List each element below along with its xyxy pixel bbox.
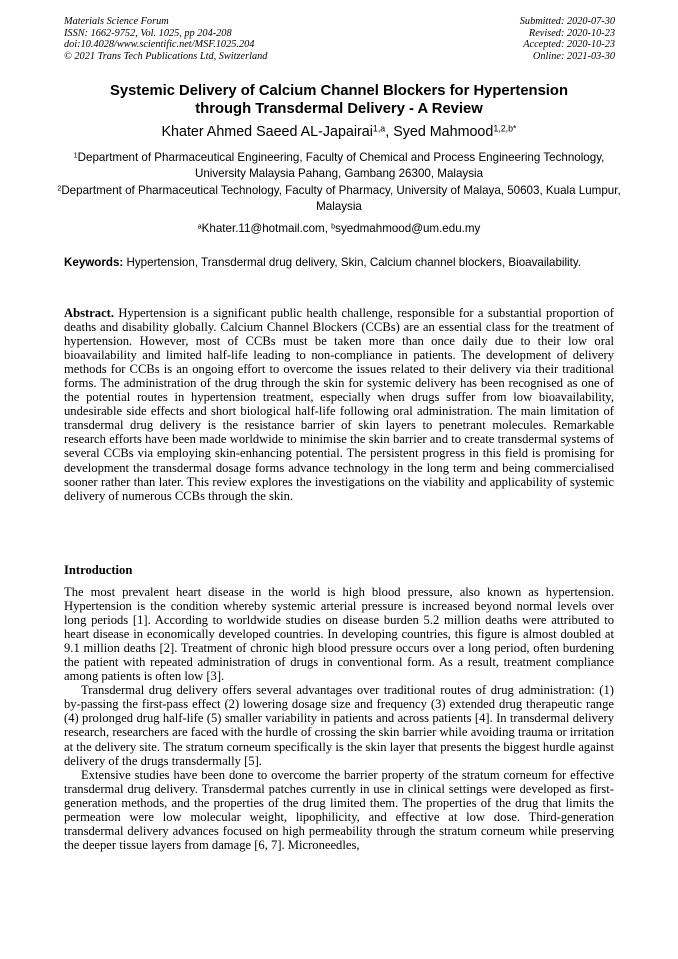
email-b-mark: b bbox=[331, 221, 336, 231]
journal-name: Materials Science Forum bbox=[64, 16, 169, 27]
keywords-text: Hypertension, Transdermal drug delivery, Skin, Calcium channel blockers, Bioavailability. bbox=[123, 256, 582, 269]
abstract-label: Abstract. bbox=[64, 306, 115, 320]
affiliation-2-text: Department of Pharmaceutical Technology, Faculty of Pharmacy, University of Malaya, 50603, Kuala Lumpur, Malaysia bbox=[61, 184, 621, 213]
journal-info bbox=[64, 16, 267, 62]
accepted-date: Accepted: 2020-10-23 bbox=[523, 39, 615, 51]
title-line-2: through Transdermal Delivery - A Review bbox=[195, 101, 483, 117]
section-heading-introduction: Introduction bbox=[64, 563, 133, 577]
email-b: syedmahmood@um.edu.my bbox=[335, 222, 481, 235]
journal-doi: doi:10.4028/www.scientific.net/MSF.1025.204 bbox=[64, 39, 255, 51]
author-list bbox=[40, 123, 638, 141]
intro-paragraph-2: Transdermal drug delivery offers several advantages over traditional routes of drug administration: (1) by-passing the first-pass effect (2) lowering dosage size and frequency (3) extended drug therapeutic range (4) prolonged drug half-life (5) smaller variability in patients and across patients [4]. In transdermal delivery research, researchers are faced with the hurdle of crossing the skin barrier while avoiding trauma or irritation at the delivery site. The stratum corneum specifically is the skin layer that presents the biggest hurdle against delivery of the drugs transdermally [5]. bbox=[64, 683, 614, 768]
submitted-date: Submitted: 2020-07-30 bbox=[519, 16, 615, 27]
author-separator: , bbox=[385, 124, 394, 140]
email-a: Khater.11@hotmail.com, bbox=[201, 222, 332, 235]
author-1-affiliation-mark: 1,a bbox=[372, 123, 386, 134]
title-line-1: Systemic Delivery of Calcium Channel Blockers for Hypertension bbox=[109, 83, 569, 99]
keywords-label: Keywords: bbox=[64, 256, 124, 269]
revised-date: Revised: 2020-10-23 bbox=[528, 27, 615, 39]
journal-issn: ISSN: 1662-9752, Vol. 1025, pp 204-208 bbox=[64, 27, 232, 39]
intro-paragraph-1: The most prevalent heart disease in the world is high blood pressure, also known as hypertension. Hypertension is the condition whereby systemic arterial pressure is increased beyond normal levels over long periods [1]. According to worldwide studies on disease burden 5.2 million deaths were attributed to heart disease in economically developed countries. In developing countries, this figure is almost doubled at 9.1 million deaths [2]. Treatment of chronic high blood pressure occurs over a long period, often burdening the patient with repeated administration of drugs in conventional form. As a result, treatment compliance among patients is often low [3]. bbox=[64, 585, 614, 684]
author-1: Khater Ahmed Saeed AL-Japairai bbox=[161, 124, 373, 140]
keywords bbox=[64, 256, 614, 271]
affiliation-2 bbox=[50, 183, 628, 214]
author-2: Syed Mahmood bbox=[393, 124, 494, 140]
affiliation-2-mark: 2 bbox=[57, 183, 62, 193]
online-date: Online: 2021-03-30 bbox=[532, 50, 615, 62]
paper-title bbox=[40, 82, 638, 118]
introduction-body bbox=[64, 585, 614, 852]
journal-copyright: © 2021 Trans Tech Publications Ltd, Switzerland bbox=[64, 50, 268, 62]
submission-dates bbox=[520, 16, 615, 62]
author-2-affiliation-mark: 1,2,b* bbox=[493, 123, 517, 134]
affiliation-1-text: Department of Pharmaceutical Engineering, Faculty of Chemical and Process Engineering Technology, University Malaysia Pahang, Gambang 26300, Malaysia bbox=[77, 151, 605, 180]
author-emails bbox=[40, 221, 638, 236]
affiliation-1-mark: 1 bbox=[73, 150, 78, 160]
affiliation-1 bbox=[50, 150, 628, 181]
email-a-mark: a bbox=[197, 221, 202, 231]
abstract-text: Hypertension is a significant public health challenge, responsible for a substantial proportion of deaths and disability globally. Calcium Channel Blockers (CCBs) are an essential class for the treatment of hypertension. However, most of CCBs must be taken more than once daily due to their low oral bioavailability and limited half-life leading to non-compliance in patients. The development of delivery methods for CCBs is an ongoing effort to overcome the issues related to their delivery via their traditional forms. The administration of the drug through the skin for systemic delivery has been recognised as one of the potential routes in hypertension treatment, especially when drugs suffer from low bioavailability, undesirable side effects and short biological half-life following oral administration. The main limitation of transdermal drug delivery is the resistance barrier of skin layers to penetrant molecules. Remarkable research efforts have been made worldwide to minimise the skin barrier and to create transdermal systems of several CCBs via employing skin-enhancing potential. The persistent progress in this field is promising for development the transdermal dosage forms advance technology in the long term and being commercialised sooner rather than later. This review explores the investigations on the viability and applicability of systemic delivery of numerous CCBs through the skin. bbox=[64, 306, 614, 503]
abstract bbox=[64, 306, 614, 503]
intro-paragraph-3: Extensive studies have been done to overcome the barrier property of the stratum corneum for effective transdermal drug delivery. Transdermal patches currently in use in clinical settings were developed as first-generation methods, and the properties of the drug limited them. The properties of the drug that limits the permeation were low molecular weight, lipophilicity, and effective at low dose. Third-generation transdermal delivery advances focused on high permeability through the stratum corneum while preserving the deeper tissue layers from damage [6, 7]. Microneedles, bbox=[64, 767, 614, 852]
